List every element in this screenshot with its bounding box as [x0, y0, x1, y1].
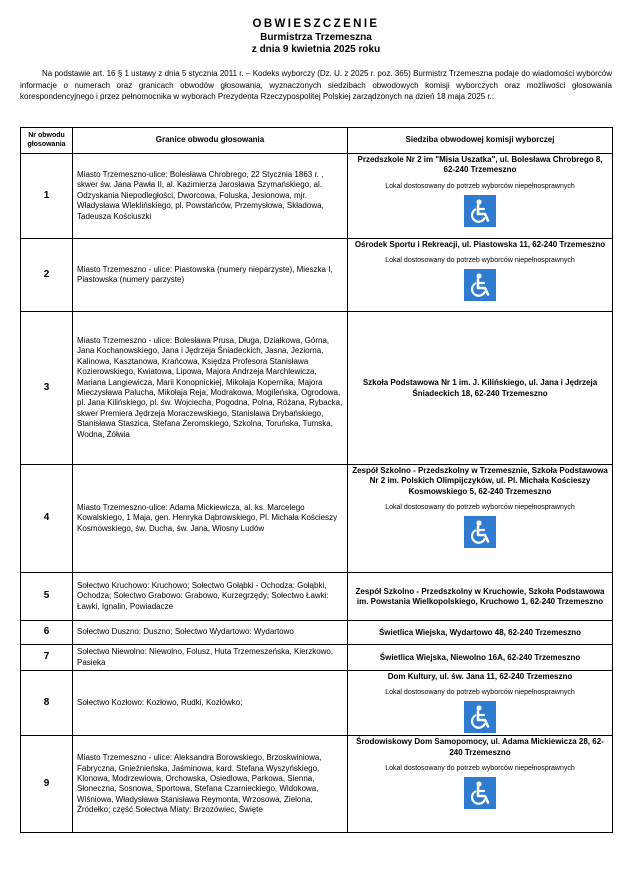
district-boundaries: Miasto Trzemeszno - ulice: Piastowska (numery nieparzyste), Mieszka I, Piastowska (numery parzyste): [73, 239, 348, 312]
table-row: [21, 573, 613, 621]
district-number: 8: [21, 671, 73, 736]
commission-seat: [348, 154, 613, 239]
accessibility-note: Lokal dostosowany do potrzeb wyborców niepełnosprawnych: [385, 504, 575, 512]
accessibility-note: Lokal dostosowany do potrzeb wyborców niepełnosprawnych: [385, 257, 575, 265]
district-boundaries: Sołectwo Kozłowo: Kozłowo, Rudki, Kozłówko;: [73, 671, 348, 736]
commission-seat-address: Zespół Szkolno - Przedszkolny w Kruchowie, Szkoła Podstawowa im. Powstania Wielkopolskiego, Kruchowo 1, 62-240 Trzemeszno: [355, 586, 605, 606]
commission-seat-address: Ośrodek Sportu i Rekreacji, ul. Piastowska 11, 62-240 Trzemeszno: [354, 240, 606, 249]
commission-seat-address: Środowiskowy Dom Samopomocy, ul. Adama Mickiewicza 28, 62-240 Trzemeszno: [356, 737, 604, 757]
accessibility-note: Lokal dostosowany do potrzeb wyborców niepełnosprawnych: [385, 765, 575, 773]
table-row: [21, 239, 613, 312]
district-boundaries: Miasto Trzemeszno-ulice: Adama Mickiewicza, al. ks. Marcelego Kowalskiego, 1 Maja, gen. Henryka Dąbrowskiego, Pl. Michała Kościeszy Kosmowskiego, św. Ducha, św. Jana, Wiosny Ludów: [73, 465, 348, 573]
notice-date: z dnia 9 kwietnia 2025 roku: [251, 44, 381, 55]
table-row: [21, 312, 613, 465]
notice-issuer: Burmistrza Trzemeszna: [260, 32, 372, 43]
wheelchair-accessible-icon: [464, 195, 496, 227]
commission-seat: [348, 573, 613, 621]
district-boundaries: Miasto Trzemeszno-ulice: Bolesława Chrobrego, 22 Stycznia 1863 r. , skwer św. Jana Pawła II, al. Kazimierza Jarosława Szymańskiego, al. Odzyskania Niepodległości, Dworcowa, Foluska, Jesionowa, mjr. Władysława Wleklińskiego, pl. Powstańców, Przemysłowa, Składowa, Tadeusza Kościuszki: [73, 154, 348, 239]
district-number: 9: [21, 736, 73, 833]
district-number: 5: [21, 573, 73, 621]
commission-seat-address: Świetlica Wiejska, Niewolno 16A, 62-240 Trzemeszno: [379, 652, 581, 662]
wheelchair-accessible-icon: [464, 516, 496, 548]
table-row: [21, 465, 613, 573]
header-seat: Siedziba obwodowej komisji wyborczej: [348, 128, 613, 154]
commission-seat: [348, 736, 613, 833]
district-number: 3: [21, 312, 73, 465]
district-boundaries: Sołectwo Kruchowo: Kruchowo; Sołectwo Gołąbki - Ochodza: Gołąbki, Ochodza; Sołectwo Grabowo: Grabowo, Kurzegrzędy; Sołectwo Ławki: Ławki, Ignalin, Powiadacze: [73, 573, 348, 621]
header-boundaries: Granice obwodu głosowania: [73, 128, 348, 154]
wheelchair-accessible-icon: [464, 701, 496, 733]
district-number: 4: [21, 465, 73, 573]
header-number: Nr obwodu głosowania: [21, 128, 73, 154]
commission-seat-address: Przedszkole Nr 2 im "Misia Uszatka", ul. Bolesława Chrobrego 8, 62-240 Trzemeszno: [357, 155, 603, 175]
accessibility-note: Lokal dostosowany do potrzeb wyborców niepełnosprawnych: [385, 182, 575, 190]
district-boundaries: Miasto Trzemeszno - ulice: Aleksandra Borowskiego, Brzoskwiniowa, Fabryczna, Gnieźnieńska, Jaśminowa, kard. Stefana Wyszyńskiego, Klonowa, Modrzewiowa, Orchowska, Osiedlowa, Parkowa, Sienna, Słoneczna, Sosnowa, Sportowa, Stefana Czarnieckiego, Widokowa, Wiśniowa, Władysława Stanisława Reymonta, Wrzosowa, Zielona, Źródełko; część Sołectwa Miaty: Brzozówiec, Święte: [73, 736, 348, 833]
wheelchair-accessible-icon: [464, 269, 496, 301]
table-row: [21, 645, 613, 671]
wheelchair-accessible-icon: [464, 777, 496, 809]
commission-seat-address: Szkoła Podstawowa Nr 1 im. J. Kilińskiego, ul. Jana i Jędrzeja Śniadeckich 18, 62-240 Trzemeszno: [362, 378, 598, 398]
notice-title: OBWIESZCZENIE: [252, 18, 380, 30]
commission-seat-address: Dom Kultury, ul. św. Jana 11, 62-240 Trzemeszno: [387, 672, 573, 681]
table-row: [21, 671, 613, 736]
commission-seat: [348, 621, 613, 645]
intro-paragraph: Na podstawie art. 16 § 1 ustawy z dnia 5 stycznia 2011 r. – Kodeks wyborczy (Dz. U. z 2025 r. poz. 365) Burmistrz Trzemeszna podaje do wiadomości wyborców informacje o numerach oraz granicach obwodów głosowania, wyznaczonych siedzibach obwodowych komisji wyborczych oraz możliwości głosowania korespondencyjnego i przez pełnomocnika w wyborach Prezydenta Rzeczypospolitej Polskiej zarządzonych na dzień 18 maja 2025 r.:: [20, 69, 612, 102]
commission-seat-address: Świetlica Wiejska, Wydartowo 48, 62-240 Trzemeszno: [378, 627, 582, 637]
district-number: 6: [21, 621, 73, 645]
commission-seat: [348, 645, 613, 671]
commission-seat-address: Zespół Szkolno - Przedszkolny w Trzemesznie, Szkoła Podstawowa Nr 2 im. Polskich Olimpijczyków, ul. Pl. Michała Kościeszy Kosmowskiego 5, 62-240 Trzemeszno: [352, 466, 608, 496]
table-row: [21, 736, 613, 833]
accessibility-note: Lokal dostosowany do potrzeb wyborców niepełnosprawnych: [385, 689, 575, 697]
district-boundaries: Sołectwo Duszno: Duszno; Sołectwo Wydartowo: Wydartowo: [73, 621, 348, 645]
commission-seat: [348, 465, 613, 573]
district-number: 7: [21, 645, 73, 671]
district-boundaries: Miasto Trzemeszno - ulice: Bolesława Prusa, Długa, Działkowa, Górna, Jana Kochanowskiego, Jana i Jędrzeja Śniadeckich, Jasna, Jeziorna, Kalinowa, Kasztanowa, Krańcowa, Księdza Profesora Stanisława Kozierowskiego, Kwiatowa, Lipowa, Majora Andrzeja Marchlewicza, Mariana Langiewicza, Marii Konopnickiej, Mikołaja Kopernika, Majora Mieczysława Palucha, Mikołaja Reja, Modrakowa, Mogileńska, Ogrodowa, pl. Jana Kilińskiego, pl. św. Wojciecha, Pogodna, Polna, Różana, Rybacka, skwer Premiera Jędrzeja Moraczewskiego, Stanisława Drybańskiego, Stanisława Staszica, Stefana Żeromskiego, Szkolna, Toruńska, Tumska, Wodna, Żółwia: [73, 312, 348, 465]
commission-seat: [348, 671, 613, 736]
table-row: [21, 621, 613, 645]
districts-table: [20, 127, 613, 833]
district-number: 2: [21, 239, 73, 312]
district-number: 1: [21, 154, 73, 239]
district-boundaries: Sołectwo Niewolno: Niewolno, Folusz, Huta Trzemeszeńska, Kierzkowo, Pasieka: [73, 645, 348, 671]
commission-seat: [348, 239, 613, 312]
table-row: [21, 154, 613, 239]
table-header-row: [21, 128, 613, 154]
commission-seat: [348, 312, 613, 465]
